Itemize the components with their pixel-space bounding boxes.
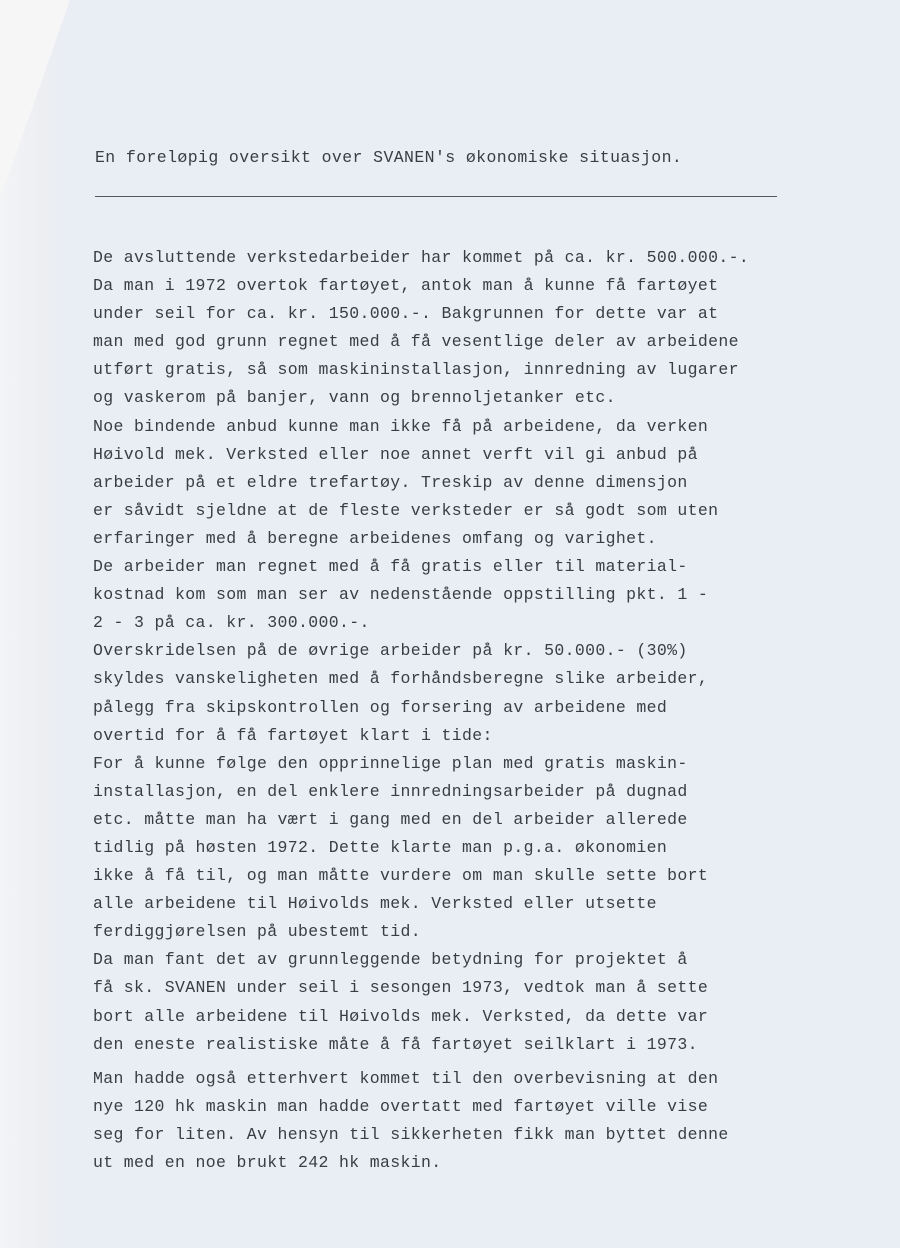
text-line: skyldes vanskeligheten med å forhåndsberegne slike arbeider, xyxy=(93,669,709,689)
text-line: Noe bindende anbud kunne man ikke få på arbeidene, da verken xyxy=(93,416,709,436)
text-line: alle arbeidene til Høivolds mek. Verksted eller utsette xyxy=(93,894,657,914)
text-line: Da man fant det av grunnleggende betydning for projektet å xyxy=(93,950,688,970)
text-line: Da man i 1972 overtok fartøyet, antok man å kunne få fartøyet xyxy=(93,276,719,296)
text-line: overtid for å få fartøyet klart i tide: xyxy=(93,725,493,745)
text-line: pålegg fra skipskontrollen og forsering av arbeidene med xyxy=(93,697,668,717)
paragraph-1 xyxy=(93,244,883,1059)
text-line: og vaskerom på banjer, vann og brennoljetanker etc. xyxy=(93,388,616,408)
text-line: den eneste realistiske måte å få fartøyet seilklart i 1973. xyxy=(93,1034,698,1054)
paragraph-2 xyxy=(93,1065,883,1177)
title-underline xyxy=(95,196,777,197)
text-line: tidlig på høsten 1972. Dette klarte man p.g.a. økonomien xyxy=(93,837,668,857)
text-line: ut med en noe brukt 242 hk maskin. xyxy=(93,1153,442,1172)
text-line: etc. måtte man ha vært i gang med en del arbeider allerede xyxy=(93,809,688,829)
text-line: under seil for ca. kr. 150.000.-. Bakgrunnen for dette var at xyxy=(93,304,719,324)
text-line: ferdiggjørelsen på ubestemt tid. xyxy=(93,922,422,942)
text-line: nye 120 hk maskin man hadde overtatt med fartøyet ville vise xyxy=(93,1096,709,1116)
text-line: Overskridelsen på de øvrige arbeider på kr. 50.000.- (30%) xyxy=(93,641,688,661)
text-line: arbeider på et eldre trefartøy. Treskip av denne dimensjon xyxy=(93,472,688,492)
text-line: seg for liten. Av hensyn til sikkerheten fikk man byttet denne xyxy=(93,1124,729,1144)
text-line: utført gratis, så som maskininstallasjon, innredning av lugarer xyxy=(93,360,739,380)
document-body xyxy=(93,244,883,1177)
text-line: De arbeider man regnet med å få gratis eller til material- xyxy=(93,557,688,577)
text-line: For å kunne følge den opprinnelige plan med gratis maskin- xyxy=(93,753,688,773)
text-line: ikke å få til, og man måtte vurdere om man skulle sette bort xyxy=(93,866,709,886)
text-line: bort alle arbeidene til Høivolds mek. Verksted, da dette var xyxy=(93,1006,709,1026)
text-line: installasjon, en del enklere innredningsarbeider på dugnad xyxy=(93,781,688,801)
text-line: er såvidt sjeldne at de fleste verksteder er så godt som uten xyxy=(93,500,719,520)
text-line: man med god grunn regnet med å få vesentlige deler av arbeidene xyxy=(93,332,739,352)
document-title: En foreløpig oversikt over SVANEN's økonomiske situasjon. xyxy=(95,148,683,167)
text-line: få sk. SVANEN under seil i sesongen 1973, vedtok man å sette xyxy=(93,978,709,998)
text-line: 2 - 3 på ca. kr. 300.000.-. xyxy=(93,613,370,633)
text-line: kostnad kom som man ser av nedenstående oppstilling pkt. 1 - xyxy=(93,585,709,605)
text-line: De avsluttende verkstedarbeider har kommet på ca. kr. 500.000.-. xyxy=(93,248,750,267)
text-line: erfaringer med å beregne arbeidenes omfang og varighet. xyxy=(93,528,657,548)
text-line: Man hadde også etterhvert kommet til den overbevisning at den xyxy=(93,1068,719,1088)
text-line: Høivold mek. Verksted eller noe annet verft vil gi anbud på xyxy=(93,444,698,464)
